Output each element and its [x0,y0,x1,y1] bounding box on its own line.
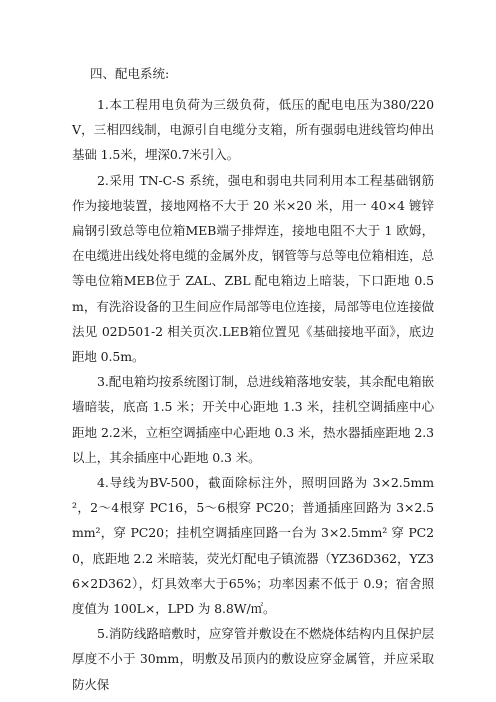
paragraph-3: 3.配电箱均按系统图订制，总进线箱落地安装，其余配电箱嵌墙暗装，底高 1.5 米；开关中心距地 1.3 米，挂机空调插座中心距地 2.2米，立柜空调插座中心距地 0.3 米，热水器插座距地 2.3 以上，其余插座中心距地 0.3 米。 [72,374,434,465]
paragraph-1: 1.本工程用电负荷为三级负荷，低压的配电电压为380/220V，三相四线制，电源引自电缆分支箱，所有强弱电进线管均伸出基础 1.5米，埋深0.7米引入。 [72,97,434,163]
section-heading: 四、配电系统: [90,66,170,81]
paragraph-2: 2.采用 TN-C-S 系统，强电和弱电共同利用本工程基础钢筋作为接地装置，接地网格不大于 20 米×20 米，用一 40×4 镀锌扁钢引致总等电位箱MEB端子排焊连，接地电阻不大于 1 欧姆，在电缆进出线处将电缆的金属外皮，钢管等与总等电位箱相连，总等电位箱MEB位于 ZAL、ZBL 配电箱边上暗装，下口距地 0.5m，有洗浴设备的卫生间应作局部等电位连接，局部等电位连接做法见 02D501-2 相关页次.LEB箱位置见《基础接地平面》，底边距地 0.5m。 [72,172,434,365]
section-body [72,92,434,697]
paragraph-5: 5.消防线路暗敷时，应穿管并敷设在不燃烧体结构内且保护层厚度不小于 30mm，明敷及吊顶内的敷设应穿金属管，并应采取防火保 [72,626,434,692]
paragraph-4: 4.导线为BV-500，截面除标注外，照明回路为 3×2.5mm²，2～4根穿 PC16，5～6根穿 PC20；普通插座回路为 3×2.5mm²，穿 PC20；挂机空调插座回路一台为 3×2.5mm² 穿 PC20，底距地 2.2 米暗装，荧光灯配电子镇流器（YZ36D362，YZ36×2D362），灯具效率大于65%；功率因素不低于 0.9；宿舍照度值为 100L×，LPD 为 8.8W/㎡。 [72,475,434,617]
